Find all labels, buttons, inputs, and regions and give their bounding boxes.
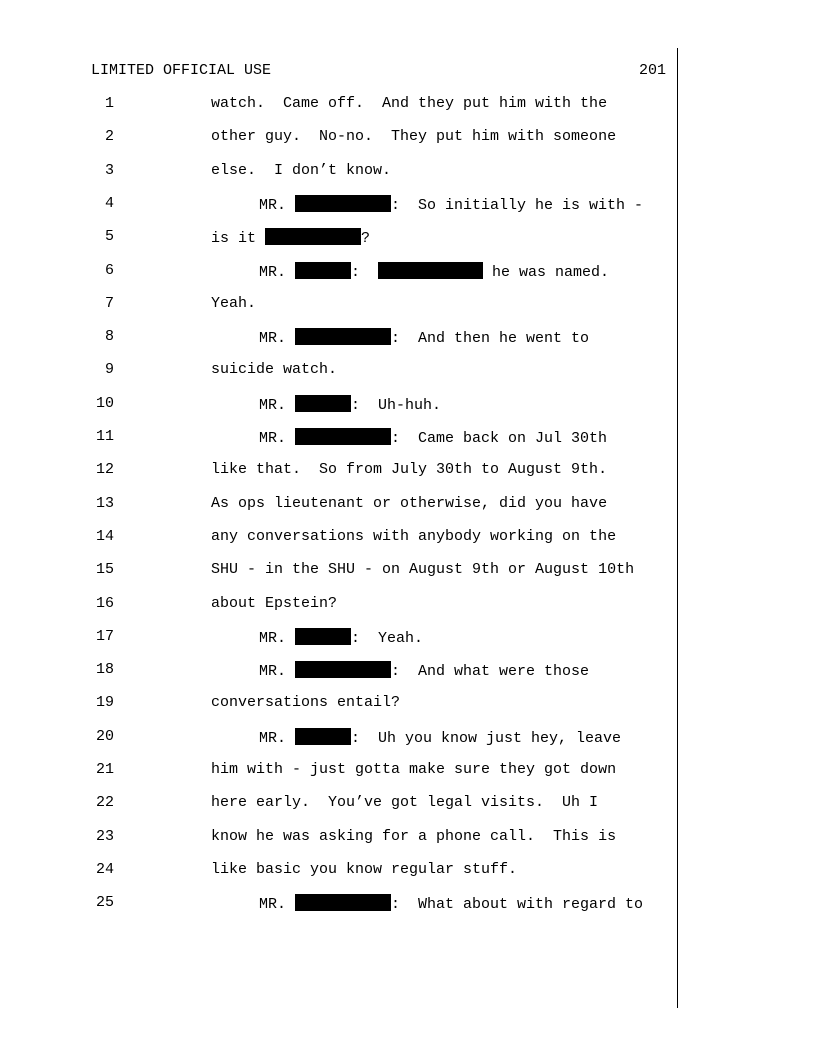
- speaker-line-text: [259, 328, 589, 347]
- line-number: 11: [95, 428, 114, 445]
- line-number: 14: [95, 527, 114, 545]
- redaction-block: [378, 262, 483, 279]
- transcript-line: [0, 794, 677, 814]
- line-number: 5: [104, 228, 114, 246]
- speaker-line-text: [259, 262, 609, 281]
- text-segment: know he was asking for a phone call. This is: [211, 827, 617, 845]
- line-text: [211, 561, 634, 578]
- transcript-line: [0, 828, 677, 848]
- text-segment: ?: [361, 230, 371, 248]
- line-text: [211, 528, 616, 545]
- transcript-line: [0, 128, 677, 148]
- text-segment: about Epstein?: [211, 594, 338, 612]
- line-text: [211, 828, 616, 845]
- text-segment: MR.: [259, 663, 296, 681]
- text-segment: watch. Came off. And they put him with the: [211, 95, 608, 112]
- text-segment: : And what were those: [391, 663, 590, 681]
- line-number: 23: [95, 827, 114, 845]
- line-text: [211, 694, 400, 711]
- redaction-block: [295, 728, 351, 745]
- line-text: [211, 761, 616, 778]
- text-segment: MR.: [259, 330, 296, 348]
- text-segment: MR.: [259, 629, 296, 647]
- line-number: 4: [104, 194, 114, 212]
- transcript-line: [0, 728, 677, 748]
- text-segment: MR.: [259, 729, 296, 747]
- text-segment: like that. So from July 30th to August 9th.: [211, 461, 608, 479]
- transcript-line: [0, 694, 677, 714]
- line-number: 2: [104, 128, 114, 146]
- transcript-line: [0, 495, 677, 515]
- margin-rule: [677, 48, 678, 1008]
- text-segment: : What about with regard to: [391, 896, 644, 914]
- line-number: 19: [95, 694, 114, 712]
- line-number: 1: [104, 95, 114, 112]
- line-number: 7: [104, 294, 114, 312]
- text-segment: MR.: [259, 430, 296, 447]
- redaction-block: [295, 195, 391, 212]
- transcript-line: [0, 861, 677, 881]
- line-number: 3: [104, 161, 114, 179]
- line-text: [211, 95, 607, 112]
- text-segment: MR.: [259, 196, 296, 214]
- text-segment: Yeah.: [211, 294, 257, 312]
- text-segment: MR.: [259, 263, 296, 281]
- text-segment: conversations entail?: [211, 694, 401, 712]
- line-text: [211, 295, 256, 312]
- transcript-line: [0, 361, 677, 381]
- line-number: 15: [95, 561, 114, 579]
- speaker-line-text: [259, 894, 643, 913]
- transcript-line: [0, 761, 677, 781]
- text-segment: SHU - in the SHU - on August 9th or August 10th: [211, 561, 635, 579]
- speaker-line-text: [259, 628, 423, 647]
- line-text: [211, 461, 607, 478]
- text-segment: like basic you know regular stuff.: [211, 860, 518, 878]
- text-segment: him with - just gotta make sure they got down: [211, 761, 617, 778]
- line-number: 10: [95, 394, 114, 412]
- line-number: 17: [95, 627, 114, 645]
- line-text: [211, 794, 598, 811]
- transcript-line: [0, 894, 677, 914]
- text-segment: As ops lieutenant or otherwise, did you have: [211, 494, 608, 512]
- speaker-line-text: [259, 728, 621, 747]
- text-segment: : Uh you know just hey, leave: [351, 729, 622, 747]
- page-number: 201: [638, 62, 666, 79]
- text-segment: : So initially he is with -: [391, 196, 644, 214]
- line-number: 21: [95, 761, 114, 778]
- redaction-block: [295, 428, 391, 445]
- text-segment: MR.: [259, 896, 296, 914]
- text-segment: : Came back on Jul 30th: [391, 430, 608, 447]
- speaker-line-text: [259, 428, 607, 447]
- transcript-line: [0, 428, 677, 448]
- line-text: [211, 595, 337, 612]
- transcript-line: [0, 461, 677, 481]
- transcript-line: [0, 295, 677, 315]
- transcript-line: [0, 262, 677, 282]
- text-segment: : Yeah.: [351, 629, 424, 647]
- transcript-line: [0, 95, 677, 115]
- transcript-line: [0, 195, 677, 215]
- classification-header: LIMITED OFFICIAL USE: [91, 62, 272, 79]
- transcript-line: [0, 395, 677, 415]
- speaker-line-text: [259, 395, 441, 414]
- line-text: [211, 128, 616, 145]
- transcript-line: [0, 162, 677, 182]
- line-number: 16: [95, 594, 114, 612]
- line-text: [211, 228, 370, 247]
- text-segment: is it: [211, 230, 266, 248]
- transcript-line: [0, 595, 677, 615]
- line-text: [211, 162, 391, 179]
- transcript-line: [0, 328, 677, 348]
- text-segment: : Uh-huh.: [351, 396, 442, 414]
- line-text: [211, 495, 607, 512]
- redaction-block: [295, 328, 391, 345]
- text-segment: any conversations with anybody working on the: [211, 527, 617, 545]
- transcript-line: [0, 228, 677, 248]
- text-segment: MR.: [259, 396, 296, 414]
- redaction-block: [295, 628, 351, 645]
- line-number: 25: [95, 894, 114, 912]
- line-number: 12: [95, 461, 114, 479]
- speaker-line-text: [259, 661, 589, 680]
- text-segment: else. I don’t know.: [211, 161, 392, 179]
- line-text: [211, 861, 517, 878]
- line-number: 18: [95, 661, 114, 679]
- line-number: 8: [104, 328, 114, 346]
- text-segment: :: [351, 263, 379, 281]
- text-segment: here early. You’ve got legal visits. Uh I: [211, 794, 599, 812]
- line-number: 13: [95, 494, 114, 512]
- line-number: 9: [104, 361, 114, 379]
- line-number: 6: [104, 261, 114, 279]
- line-text: [211, 361, 337, 378]
- text-segment: he was named.: [483, 263, 610, 281]
- transcript-line: [0, 561, 677, 581]
- transcript-line: [0, 528, 677, 548]
- transcript-line: [0, 661, 677, 681]
- transcript-line: [0, 628, 677, 648]
- line-number: 22: [95, 794, 114, 812]
- redaction-block: [265, 228, 361, 245]
- redaction-block: [295, 661, 391, 678]
- speaker-line-text: [259, 195, 643, 214]
- text-segment: suicide watch.: [211, 361, 338, 379]
- redaction-block: [295, 894, 391, 911]
- text-segment: other guy. No-no. They put him with someone: [211, 128, 617, 146]
- text-segment: : And then he went to: [391, 330, 590, 348]
- redaction-block: [295, 395, 351, 412]
- redaction-block: [295, 262, 351, 279]
- line-number: 20: [95, 727, 114, 745]
- line-number: 24: [95, 860, 114, 878]
